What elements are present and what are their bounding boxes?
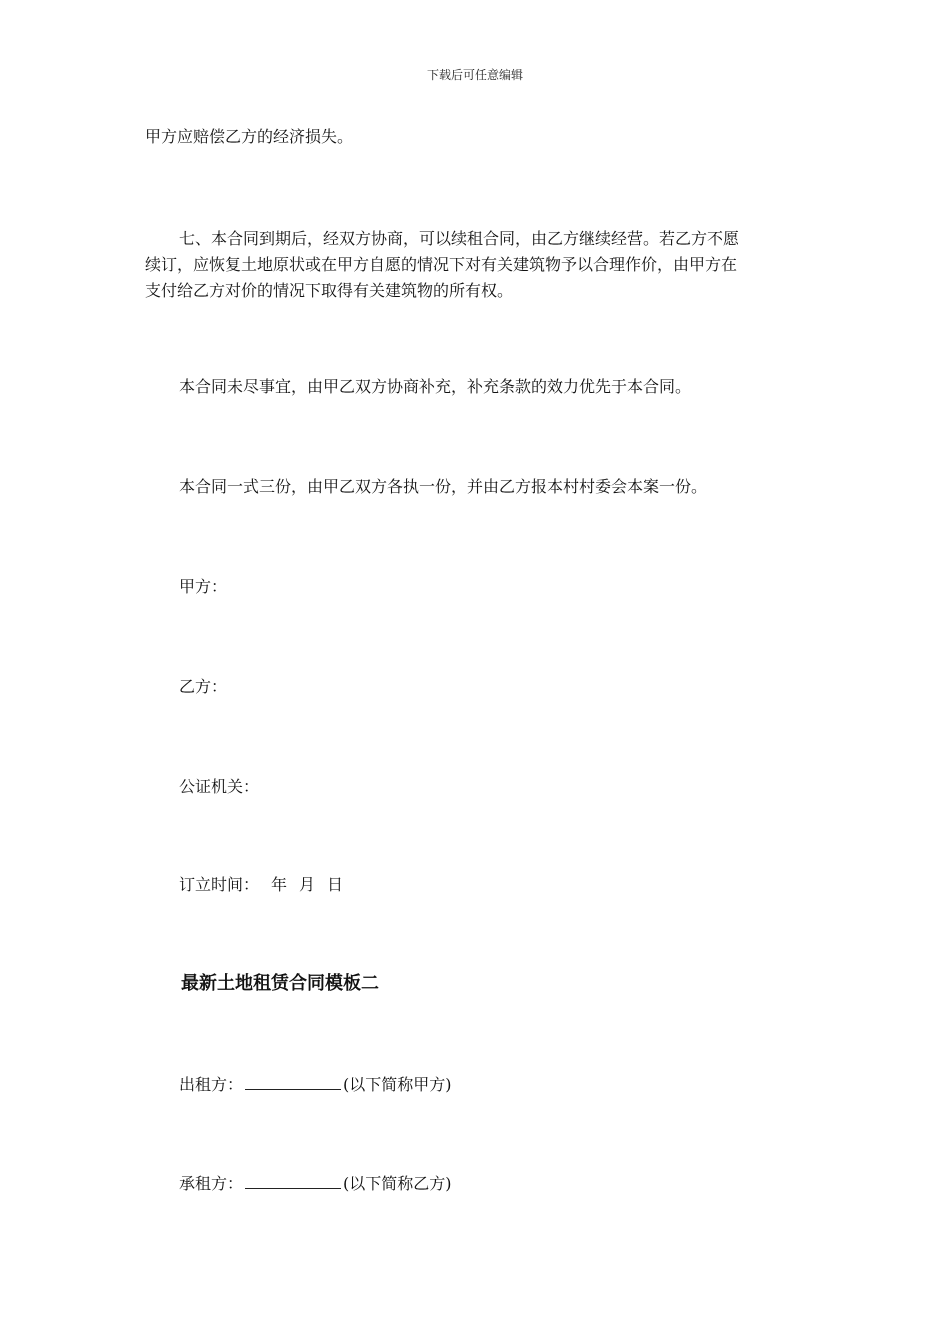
- paragraph-renewal-line1: 七、本合同到期后，经双方协商，可以续租合同，由乙方继续经营。若乙方不愿: [179, 229, 740, 248]
- page-header: 下载后可任意编辑: [426, 68, 523, 82]
- notary-label: 公证机关：: [179, 777, 260, 796]
- signing-date: [179, 872, 343, 898]
- paragraph-supplement: 本合同未尽事宜，由甲乙双方协商补充，补充条款的效力优先于本合同。: [179, 377, 692, 396]
- signing-date-month: 月: [299, 875, 316, 894]
- lessor-label: 出租方：: [179, 1075, 244, 1094]
- lessee-line: [179, 1171, 452, 1197]
- lessee-blank: [245, 1173, 341, 1189]
- paragraph-compensation: 甲方应赔偿乙方的经济损失。: [145, 127, 354, 146]
- lessor-line: [179, 1072, 452, 1098]
- signing-date-label: 订立时间：: [179, 875, 260, 894]
- party-b-label: 乙方：: [179, 677, 228, 696]
- section-title: 最新土地租赁合同模板二: [181, 973, 379, 994]
- paragraph-copies: 本合同一式三份，由甲乙双方各执一份，并由乙方报本村村委会本案一份。: [179, 477, 708, 496]
- lessee-label: 承租方：: [179, 1174, 244, 1193]
- paragraph-renewal-line3: 支付给乙方对价的情况下取得有关建筑物的所有权。: [145, 281, 514, 300]
- signing-date-year: 年: [271, 875, 288, 894]
- paragraph-renewal-line2: 续订，应恢复土地原状或在甲方自愿的情况下对有关建筑物予以合理作价，由甲方在: [145, 255, 738, 274]
- lessor-blank: [245, 1074, 341, 1090]
- lessor-suffix: (以下简称甲方): [343, 1075, 452, 1094]
- party-a-label: 甲方：: [179, 577, 228, 596]
- lessee-suffix: (以下简称乙方): [343, 1174, 452, 1193]
- signing-date-day: 日: [327, 875, 344, 894]
